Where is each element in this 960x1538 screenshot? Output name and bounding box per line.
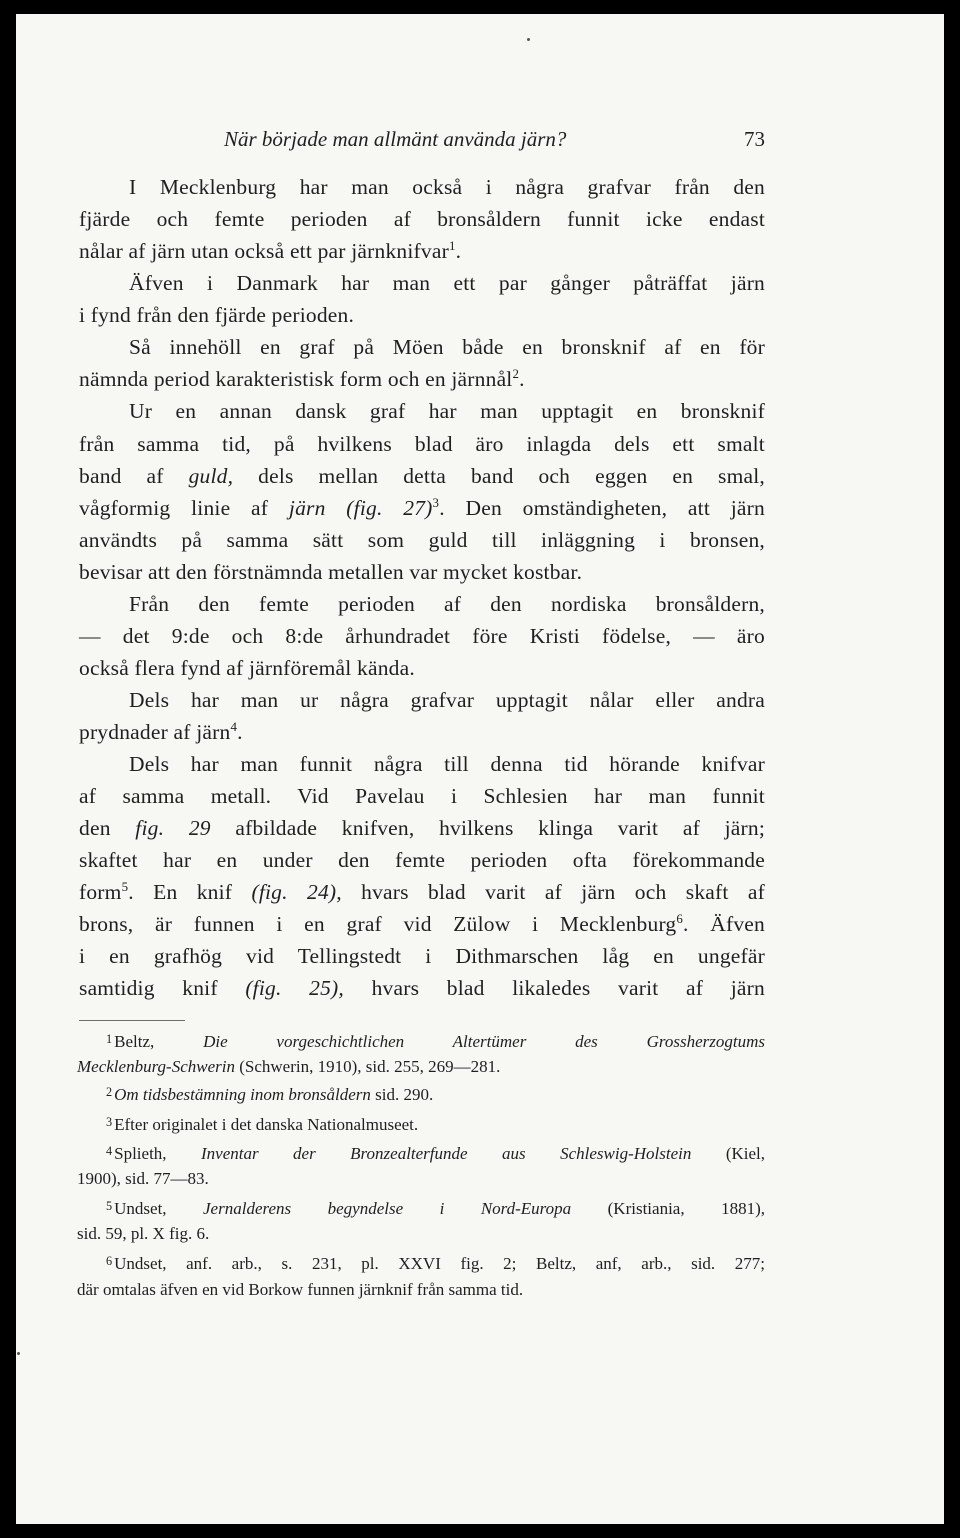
text-line: brons, är funnen i en graf vid Zülow i Mecklenburg$^6$. Äfven bbox=[79, 911, 765, 936]
text-line: Ur en annan dansk graf har man upptagit en bronsknif bbox=[129, 399, 765, 423]
text-line: fjärde och femte perioden af bronsåldern funnit icke endast bbox=[79, 207, 765, 231]
text-line: Äfven i Danmark har man ett par gånger påträffat järn bbox=[129, 271, 765, 295]
text-line: användts på samma sätt som guld till inläggning i bronsen, bbox=[79, 528, 765, 552]
text-line: nålar af järn utan också ett par järnknifvar$^1$. bbox=[79, 238, 462, 263]
print-speck bbox=[17, 1352, 20, 1355]
page-header bbox=[79, 127, 765, 155]
text-line: band af guld, dels mellan detta band och eggen en smal, bbox=[79, 464, 765, 488]
text-line: Så innehöll en graf på Möen både en bronsknif af en för bbox=[129, 335, 765, 359]
text-line: — det 9:de och 8:de århundradet före Kristi födelse, — äro bbox=[79, 624, 765, 648]
text-line: af samma metall. Vid Pavelau i Schlesien har man funnit bbox=[79, 784, 765, 808]
text-line: den fig. 29 afbildade knifven, hvilkens klinga varit af järn; bbox=[79, 816, 765, 840]
footnote-4: $^4$ Splieth, Inventar der Bronzealterfunde aus Schleswig-Holstein (Kiel, bbox=[106, 1143, 765, 1163]
footnote-2: $^2$ Om tidsbestämning inom bronsåldern sid. 290. bbox=[106, 1084, 434, 1104]
text-line: I Mecklenburg har man också i några grafvar från den bbox=[129, 175, 765, 199]
text-line: från samma tid, på hvilkens blad äro inlagda dels ett smalt bbox=[79, 432, 765, 456]
text-line: Dels har man ur några grafvar upptagit nålar eller andra bbox=[129, 688, 765, 712]
footnote-divider bbox=[79, 1020, 185, 1021]
text-line: skaftet har en under den femte perioden ofta förekommande bbox=[79, 848, 765, 872]
footnote-6: $^6$ Undset, anf. arb., s. 231, pl. XXVI fig. 2; Beltz, anf, arb., sid. 277; bbox=[106, 1253, 765, 1273]
text-line: form$^5$. En knif (fig. 24), hvars blad varit af järn och skaft af bbox=[79, 879, 765, 904]
footnote-1: $^1$ Beltz, Die vorgeschichtlichen Altertümer des Grossherzogtums bbox=[106, 1031, 765, 1051]
footnote-5: $^5$ Undset, Jernalderens begyndelse i Nord-Europa (Kristiania, 1881), bbox=[106, 1198, 765, 1218]
footnote-ref: 2 bbox=[512, 366, 520, 381]
text-line: i en grafhög vid Tellingstedt i Dithmarschen låg en ungefär bbox=[79, 944, 765, 968]
footnote-ref: 3 bbox=[432, 495, 440, 510]
text-line: Från den femte perioden af den nordiska bronsåldern, bbox=[129, 592, 765, 616]
footnote-3: $^3$ Efter originalet i det danska Nationalmuseet. bbox=[106, 1114, 419, 1134]
footnote-5-cont: sid. 59, pl. X fig. 6. bbox=[77, 1224, 210, 1243]
text-line: samtidig knif (fig. 25), hvars blad likaledes varit af järn bbox=[79, 976, 765, 1000]
footnote-6-cont: där omtalas äfven en vid Borkow funnen järnknif från samma tid. bbox=[77, 1280, 524, 1299]
footnote-1-cont: Mecklenburg-Schwerin (Schwerin, 1910), sid. 255, 269—281. bbox=[77, 1057, 501, 1076]
footnote-4-cont: 1900), sid. 77—83. bbox=[77, 1169, 209, 1188]
text-line: nämnda period karakteristisk form och en järnnål$^2$. bbox=[79, 366, 525, 391]
print-speck bbox=[527, 38, 530, 41]
text-line: bevisar att den förstnämnda metallen var mycket kostbar. bbox=[79, 560, 583, 584]
footnote-ref: 4 bbox=[230, 719, 238, 734]
footnote-ref: 1 bbox=[448, 238, 456, 253]
footnote-ref: 5 bbox=[121, 879, 129, 894]
text-line: också flera fynd af järnföremål kända. bbox=[79, 656, 415, 680]
footnote-ref: 6 bbox=[676, 911, 684, 926]
text-line: vågformig linie af järn (fig. 27)$^3$. Den omständigheten, att järn bbox=[79, 495, 765, 520]
page-number: 73 bbox=[744, 127, 765, 151]
text-line: prydnader af järn$^4$. bbox=[79, 719, 243, 744]
running-title: När började man allmänt använda järn? bbox=[224, 127, 567, 151]
text-line: Dels har man funnit några till denna tid hörande knifvar bbox=[129, 752, 765, 776]
text-line: i fynd från den fjärde perioden. bbox=[79, 303, 355, 327]
